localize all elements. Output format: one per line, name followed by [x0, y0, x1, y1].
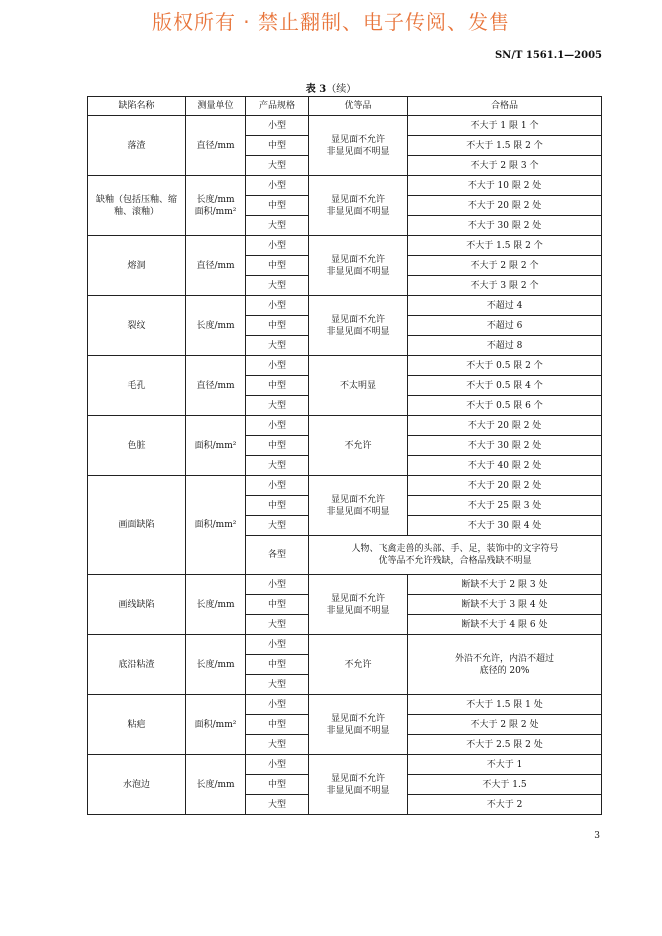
size-cell: 小型: [246, 176, 309, 196]
size-cell: 大型: [246, 735, 309, 755]
size-cell: 小型: [246, 635, 309, 655]
size-cell: 大型: [246, 396, 309, 416]
qualified-cell: 不超过 6: [408, 316, 602, 336]
header-qualified: 合格品: [408, 97, 602, 116]
defect-name-cell: 底沿粘渣: [88, 635, 186, 695]
defect-name-cell: 水泡边: [88, 755, 186, 815]
size-cell: 中型: [246, 595, 309, 615]
table-row: [88, 116, 602, 136]
note-cell: 人物、飞禽走兽的头部、手、足，装饰中的文字符号 优等品不允许残缺，合格品残缺不明显: [309, 536, 602, 575]
table-row: [88, 635, 602, 655]
qualified-cell: 不大于 30 限 2 处: [408, 216, 602, 236]
table-caption-label: 表 3: [305, 84, 327, 95]
qualified-cell: 不大于 10 限 2 处: [408, 176, 602, 196]
premium-cell: 不允许: [309, 416, 408, 476]
table-row: [88, 176, 602, 196]
size-cell: 小型: [246, 296, 309, 316]
defect-name-cell: 色脏: [88, 416, 186, 476]
table-body: [88, 116, 602, 815]
defect-name-cell: 画线缺陷: [88, 575, 186, 635]
unit-cell: 长度/mm: [186, 296, 246, 356]
defect-name-cell: 缺釉（包括压釉、缩 釉、滚釉）: [88, 176, 186, 236]
standard-code: SN/T 1561.1—2005: [494, 50, 602, 61]
qualified-cell: 不大于 2: [408, 795, 602, 815]
defect-name-cell: 粘疤: [88, 695, 186, 755]
unit-cell: 面积/mm²: [186, 695, 246, 755]
header-size: 产品规格: [246, 97, 309, 116]
qualified-cell: 不大于 20 限 2 处: [408, 416, 602, 436]
size-cell: 小型: [246, 236, 309, 256]
qualified-cell: 不大于 2 限 2 处: [408, 715, 602, 735]
qualified-cell: 不超过 8: [408, 336, 602, 356]
qualified-cell: 不大于 1.5 限 2 个: [408, 136, 602, 156]
qualified-cell: 不大于 1 限 1 个: [408, 116, 602, 136]
qualified-cell: 不大于 40 限 2 处: [408, 456, 602, 476]
header-unit: 测量单位: [186, 97, 246, 116]
size-cell: 小型: [246, 575, 309, 595]
qualified-cell: 断缺不大于 4 限 6 处: [408, 615, 602, 635]
table-row: [88, 296, 602, 316]
size-cell: 大型: [246, 216, 309, 236]
size-cell: 小型: [246, 755, 309, 775]
qualified-cell: 不大于 2.5 限 2 处: [408, 735, 602, 755]
qualified-cell: 不大于 20 限 2 处: [408, 476, 602, 496]
premium-cell: 显见面不允许 非显见面不明显: [309, 695, 408, 755]
defect-name-cell: 画面缺陷: [88, 476, 186, 575]
size-cell: 大型: [246, 516, 309, 536]
unit-cell: 直径/mm: [186, 356, 246, 416]
table-caption: [0, 80, 662, 95]
size-cell: 中型: [246, 256, 309, 276]
defect-name-cell: 落渣: [88, 116, 186, 176]
qualified-cell: 不大于 1: [408, 755, 602, 775]
size-cell: 中型: [246, 715, 309, 735]
size-cell: 小型: [246, 416, 309, 436]
table-row: [88, 695, 602, 715]
premium-cell: 不允许: [309, 635, 408, 695]
defect-spec-table: [87, 96, 602, 815]
size-cell: 大型: [246, 675, 309, 695]
header-defect-name: 缺陷名称: [88, 97, 186, 116]
premium-cell: 显见面不允许 非显见面不明显: [309, 755, 408, 815]
qualified-cell: 不大于 30 限 2 处: [408, 436, 602, 456]
defect-name-cell: 熔洞: [88, 236, 186, 296]
qualified-cell: 不大于 0.5 限 6 个: [408, 396, 602, 416]
size-cell: 小型: [246, 356, 309, 376]
size-cell: 中型: [246, 196, 309, 216]
qualified-cell: 断缺不大于 2 限 3 处: [408, 575, 602, 595]
qualified-cell: 不大于 20 限 2 处: [408, 196, 602, 216]
qualified-cell: 不大于 1.5 限 1 处: [408, 695, 602, 715]
premium-cell: 显见面不允许 非显见面不明显: [309, 176, 408, 236]
premium-cell: 显见面不允许 非显见面不明显: [309, 296, 408, 356]
size-cell: 小型: [246, 116, 309, 136]
unit-cell: 面积/mm²: [186, 476, 246, 575]
defect-name-cell: 毛孔: [88, 356, 186, 416]
table-row: [88, 236, 602, 256]
premium-cell: 显见面不允许 非显见面不明显: [309, 116, 408, 176]
qualified-cell: 不超过 4: [408, 296, 602, 316]
premium-cell: 不太明显: [309, 356, 408, 416]
unit-cell: 长度/mm: [186, 635, 246, 695]
size-cell: 小型: [246, 695, 309, 715]
size-cell: 大型: [246, 156, 309, 176]
header-premium: 优等品: [309, 97, 408, 116]
table-row: [88, 356, 602, 376]
size-cell: 大型: [246, 336, 309, 356]
premium-cell: 显见面不允许 非显见面不明显: [309, 236, 408, 296]
size-cell: 中型: [246, 436, 309, 456]
size-cell: 大型: [246, 795, 309, 815]
size-cell: 中型: [246, 316, 309, 336]
size-cell: 大型: [246, 276, 309, 296]
size-cell: 中型: [246, 655, 309, 675]
size-cell: 中型: [246, 136, 309, 156]
qualified-cell: 不大于 25 限 3 处: [408, 496, 602, 516]
page-number: 3: [594, 831, 600, 841]
unit-cell: 直径/mm: [186, 236, 246, 296]
qualified-cell: 不大于 1.5: [408, 775, 602, 795]
unit-cell: 长度/mm: [186, 755, 246, 815]
watermark-text: 版权所有 · 禁止翻制、电子传阅、发售: [151, 10, 511, 34]
table-header-row: [88, 97, 602, 116]
size-cell: 各型: [246, 536, 309, 575]
size-cell: 中型: [246, 496, 309, 516]
size-cell: 中型: [246, 775, 309, 795]
qualified-cell: 不大于 0.5 限 4 个: [408, 376, 602, 396]
premium-cell: 显见面不允许 非显见面不明显: [309, 575, 408, 635]
unit-cell: 长度/mm: [186, 575, 246, 635]
qualified-cell: 不大于 0.5 限 2 个: [408, 356, 602, 376]
table-row: [88, 755, 602, 775]
unit-cell: 面积/mm²: [186, 416, 246, 476]
unit-cell: 长度/mm 面积/mm²: [186, 176, 246, 236]
size-cell: 中型: [246, 376, 309, 396]
defect-name-cell: 裂纹: [88, 296, 186, 356]
table-row: [88, 416, 602, 436]
qualified-cell: 外沿不允许，内沿不超过 底径的 20%: [408, 635, 602, 695]
unit-cell: 直径/mm: [186, 116, 246, 176]
qualified-cell: 不大于 1.5 限 2 个: [408, 236, 602, 256]
qualified-cell: 不大于 30 限 4 处: [408, 516, 602, 536]
size-cell: 小型: [246, 476, 309, 496]
table-caption-suffix: （续）: [326, 84, 357, 95]
table-row: [88, 575, 602, 595]
size-cell: 大型: [246, 615, 309, 635]
table-row: [88, 476, 602, 496]
qualified-cell: 不大于 2 限 3 个: [408, 156, 602, 176]
qualified-cell: 不大于 3 限 2 个: [408, 276, 602, 296]
qualified-cell: 断缺不大于 3 限 4 处: [408, 595, 602, 615]
size-cell: 大型: [246, 456, 309, 476]
qualified-cell: 不大于 2 限 2 个: [408, 256, 602, 276]
premium-cell: 显见面不允许 非显见面不明显: [309, 476, 408, 536]
